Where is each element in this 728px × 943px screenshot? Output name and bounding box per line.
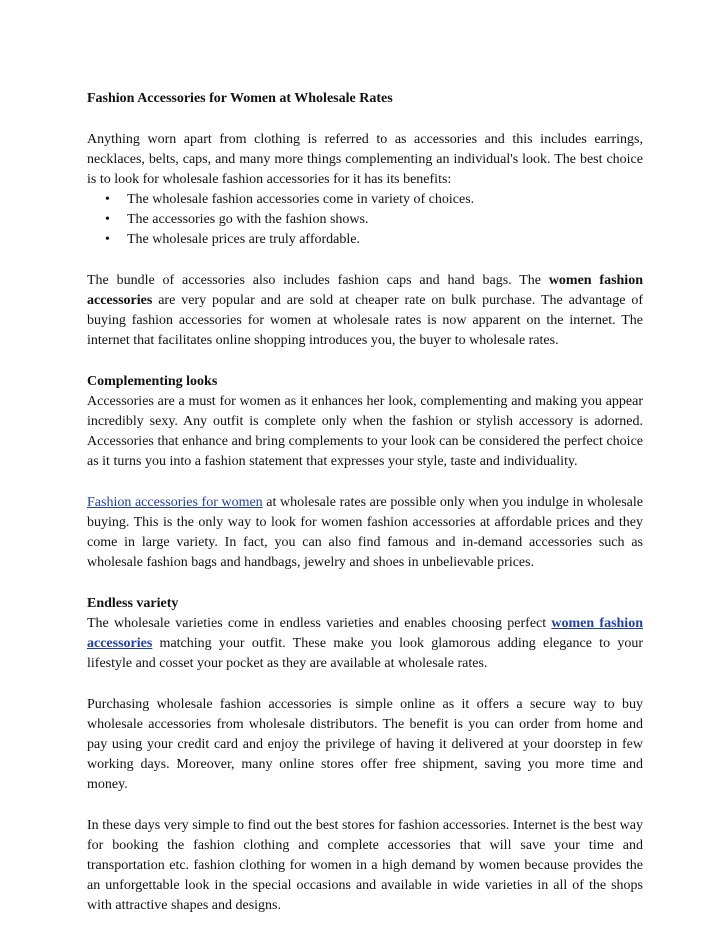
bundle-bold-term: women fashion accessories [87, 273, 643, 308]
complementing-paragraph: Accessories are a must for women as it enhances her look, complementing and making you appear incredibly sexy. Any outfit is complete only when the fashion or stylish accessory is adorned. Accessories that enhance and bring complements to your look can be considered the perfect choice as it turns you into a fashion statement that expresses your style, taste and individuality. [87, 394, 643, 469]
spacer [87, 674, 643, 695]
bundle-paragraph [87, 271, 643, 351]
spacer [87, 472, 643, 493]
bundle-text-before: The bundle of accessories also includes fashion caps and hand bags. The [87, 273, 549, 288]
fashion-accessories-link[interactable]: Fashion accessories for women [87, 495, 263, 510]
spacer [87, 795, 643, 816]
spacer [87, 351, 643, 372]
spacer [87, 573, 643, 594]
endless-text-after: matching your outfit. These make you look glamorous adding elegance to your lifestyle and cosset your pocket as they are available at wholesale rates. [87, 636, 643, 671]
list-item [87, 190, 643, 210]
bullet-icon: • [105, 232, 110, 247]
list-item [87, 230, 643, 250]
list-item-text: The wholesale prices are truly affordable. [127, 232, 360, 247]
bullet-icon: • [105, 212, 110, 227]
wholesale-buying-paragraph [87, 493, 643, 573]
spacer [87, 250, 643, 271]
document-title: Fashion Accessories for Women at Wholesale Rates [87, 91, 393, 106]
bullet-icon: • [105, 192, 110, 207]
spacer [87, 109, 643, 130]
endless-paragraph [87, 614, 643, 674]
list-item-text: The wholesale fashion accessories come in variety of choices. [127, 192, 475, 207]
list-item [87, 210, 643, 230]
purchasing-paragraph: Purchasing wholesale fashion accessories is simple online as it offers a secure way to buy wholesale accessories from wholesale distributors. The benefit is you can order from home and pay using your credit card and enjoy the privilege of having it delivered at your doorstep in few working days. Moreover, many online stores offer free shipment, saving you more time and money. [87, 697, 643, 792]
wholesale-buying-text: at wholesale rates are possible only when you indulge in wholesale buying. This is the only way to look for women fashion accessories at affordable prices and they come in large variety. In fact, you can also find famous and in-demand accessories such as wholesale fashion bags and handbags, jewelry and shoes in unbelievable prices. [87, 495, 643, 570]
endless-heading: Endless variety [87, 596, 179, 611]
document-body [87, 89, 643, 916]
complementing-heading: Complementing looks [87, 374, 218, 389]
benefits-list [87, 190, 643, 250]
intro-paragraph: Anything worn apart from clothing is referred to as accessories and this includes earrings, necklaces, belts, caps, and many more things complementing an individual's look. The best choice is to look for wholesale fashion accessories for it has its benefits: [87, 132, 643, 187]
women-fashion-accessories-link[interactable]: women fashion accessories [87, 616, 643, 651]
these-days-paragraph: In these days very simple to find out the best stores for fashion accessories. Internet is the best way for booking the fashion clothing and complete accessories that will save your time and transportation etc. fashion clothing for women in a high demand by women because provides the an unforgettable look in the special occasions and available in wide varieties in all of the shops with attractive shapes and designs. [87, 818, 643, 913]
endless-text-before: The wholesale varieties come in endless varieties and enables choosing perfect [87, 616, 552, 631]
list-item-text: The accessories go with the fashion shows. [127, 212, 369, 227]
bundle-text-after: are very popular and are sold at cheaper rate on bulk purchase. The advantage of buying fashion accessories for women at wholesale rates is now apparent on the internet. The internet that facilitates online shopping introduces you, the buyer to wholesale rates. [87, 293, 643, 348]
